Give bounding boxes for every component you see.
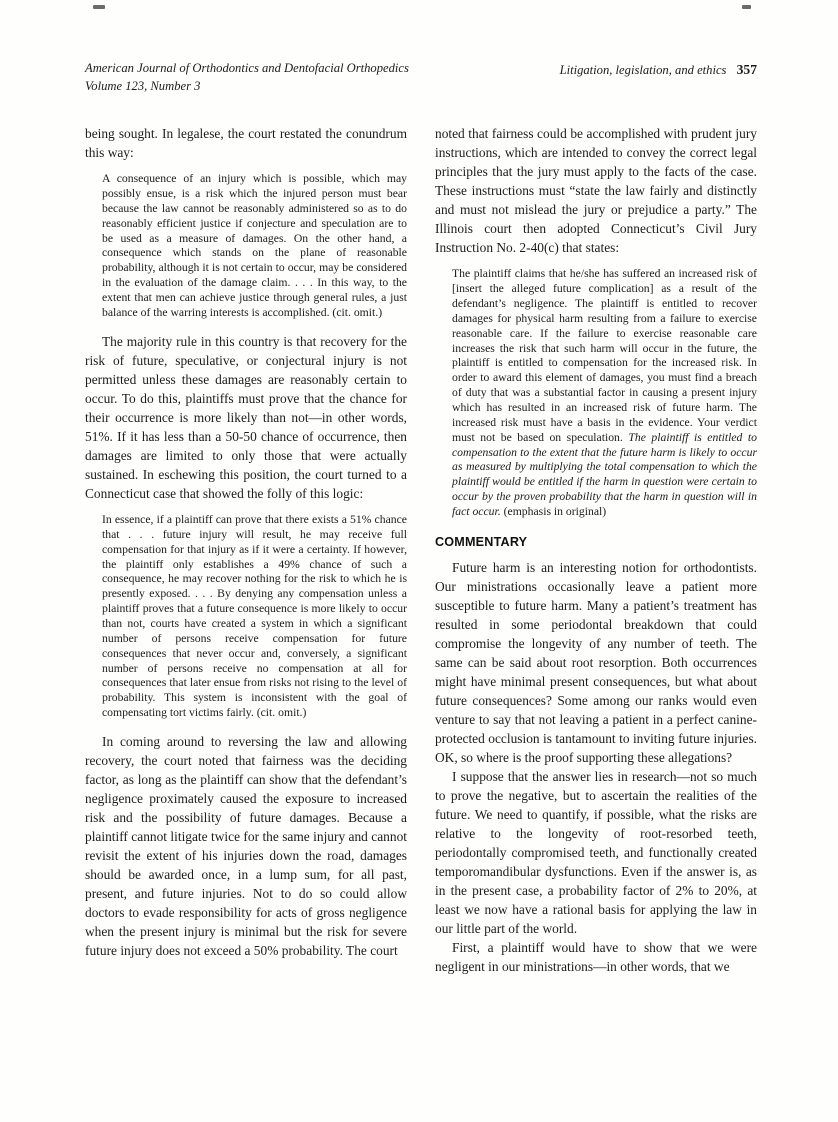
journal-info (85, 60, 409, 95)
left-column (85, 124, 407, 977)
paragraph-majority-rule: The majority rule in this country is that recovery for the risk of future, speculative, or conjectural injury is not permitted unless these damages are reasonably certain to occur. To do this, plaintiffs must prove that the chance for their occurrence is more likely than not—in other words, 51%. If it has less than a 50-50 chance of occurrence, then damages are limited to only those that were actually sustained. In eschewing this position, the court turned to a Connecticut case that showed the folly of this logic: (85, 333, 407, 501)
block-quote-jury-instruction (452, 267, 757, 520)
block-quote-consequence: A consequence of an injury which is possible, which may possibly ensue, is a risk which the injured person must bear because the law cannot be reasonably administered so as to do reasonably efficient justice if conjecture and speculation are to be used as a measure of damages. On the other hand, a consequence which stands on the plane of reasonable probability, although it is not certain to occur, may be considered in the evaluation of the damage claim. . . . In this way, to the extent that men can achieve justice through general rules, a just balance of the warring interests is accomplished. (cit. omit.) (102, 172, 407, 319)
page-header (85, 60, 757, 95)
paragraph-first-plaintiff: First, a plaintiff would have to show that we were negligent in our ministrations—in other words, that we (435, 940, 757, 975)
block-quote-in-essence: In essence, if a plaintiff can prove that there exists a 51% chance that . . . future injury will result, he may receive full compensation for that injury as if it were a certainty. If however, the plaintiff only establishes a 49% chance of such a consequence, he may recover nothing for the risk to which he is presently exposed. . . . By denying any compensation unless a plaintiff proves that a future consequence is more likely to occur than not, courts have created a system in which a significant number of persons receive compensation for future consequences that never occur and, conversely, a significant number of persons receive no compensation at all for consequences that later ensue from risks not rising to the level of probability. This system is inconsistent with the goal of compensating tort victims fairly. (cit. omit.) (102, 512, 407, 720)
scan-artifact-right (742, 5, 751, 9)
paragraph-research: I suppose that the answer lies in research—not so much to prove the negative, but to ascertain the realities of the future. We need to quantify, if possible, what the risks are relative to the longevity of root-resorbed teeth, periodontally compromised teeth, and functionally created temporomandibular dysfunctions. Even if the answer is, as in the present case, a probability factor of 2% to 20%, at least we now have a rational basis for applying the law in our little part of the world. (435, 769, 757, 937)
commentary-heading: COMMENTARY (435, 534, 528, 549)
journal-volume-issue: Volume 123, Number 3 (85, 78, 201, 93)
page-number: 357 (736, 62, 757, 77)
paragraph-coming-around: In coming around to reversing the law and allowing recovery, the court noted that fairness was the deciding factor, as long as the plaintiff can show that the defendant’s negligence proximately caused the exposure to increased risk and the possibility of future damages. Because a plaintiff cannot litigate twice for the same injury and cannot revisit the extent of his injuries down the road, damages should be awarded once, in a lump sum, for all past, present, and future injuries. Not to do so could allow doctors to evade responsibility for acts of gross negligence when the present injury is minimal but the risk for severe future injury does not exceed a 50% probability. The court (85, 733, 407, 959)
scan-artifact-left (93, 5, 105, 9)
paragraph-continuation: being sought. In legalese, the court restated the conundrum this way: (85, 126, 407, 161)
running-head (560, 60, 757, 80)
quote-emphasized-text: The plaintiff is entitled to compensation to the extent that the future harm is likely to occur as measured by multiplying the total compensation to which the plaintiff would be entitled if the harm in question were certain to occur by the proven probability that the harm in question will in fact occur. (452, 430, 757, 518)
paragraph-future-harm: Future harm is an interesting notion for orthodontists. Our ministrations occasionally leave a patient more susceptible to future harm. Many a patient’s treatment has resulted in some periodontal breakdown that could compromise the longevity of any number of teeth. The same can be said about root resorption. Both occurrences might have minimal present consequences, but what about future consequences? Some among our ranks would even venture to say that not leaving a patient in a perfect canine-protected occlusion is tantamount to inviting future injuries. OK, so where is the proof supporting these allegations? (435, 559, 757, 766)
article-body (85, 124, 757, 977)
right-column (435, 124, 757, 977)
quote-text: The plaintiff claims that he/she has suffered an increased risk of [insert the alleged future complication] as a result of the defendant’s negligence. The plaintiff is entitled to recover damages for physical harm resulting from a failure to exercise reasonable care. If the failure to exercise reasonable care increases the risk that such harm will occur in the future, the plaintiff is entitled to compensation for the increased risk. In order to award this element of damages, you must find a breach of duty that was a substantial factor in causing a present injury which has resulted in an increased risk of future harm. The increased risk must have a basis in the evidence. Your verdict must not be based on speculation. (452, 267, 757, 444)
journal-title: American Journal of Orthodontics and Dentofacial Orthopedics (85, 61, 409, 75)
paragraph-continuation: noted that fairness could be accomplished with prudent jury instructions, which are intended to convey the correct legal principles that the jury must apply to the facts of the case. These instructions must “state the law fairly and distinctly and must not mislead the jury or prejudice a party.” The Illinois court then adopted Connecticut’s Civil Jury Instruction No. 2-40(c) that states: (435, 126, 757, 256)
section-title: Litigation, legislation, and ethics (559, 63, 727, 77)
quote-attribution: (emphasis in original) (500, 504, 607, 518)
